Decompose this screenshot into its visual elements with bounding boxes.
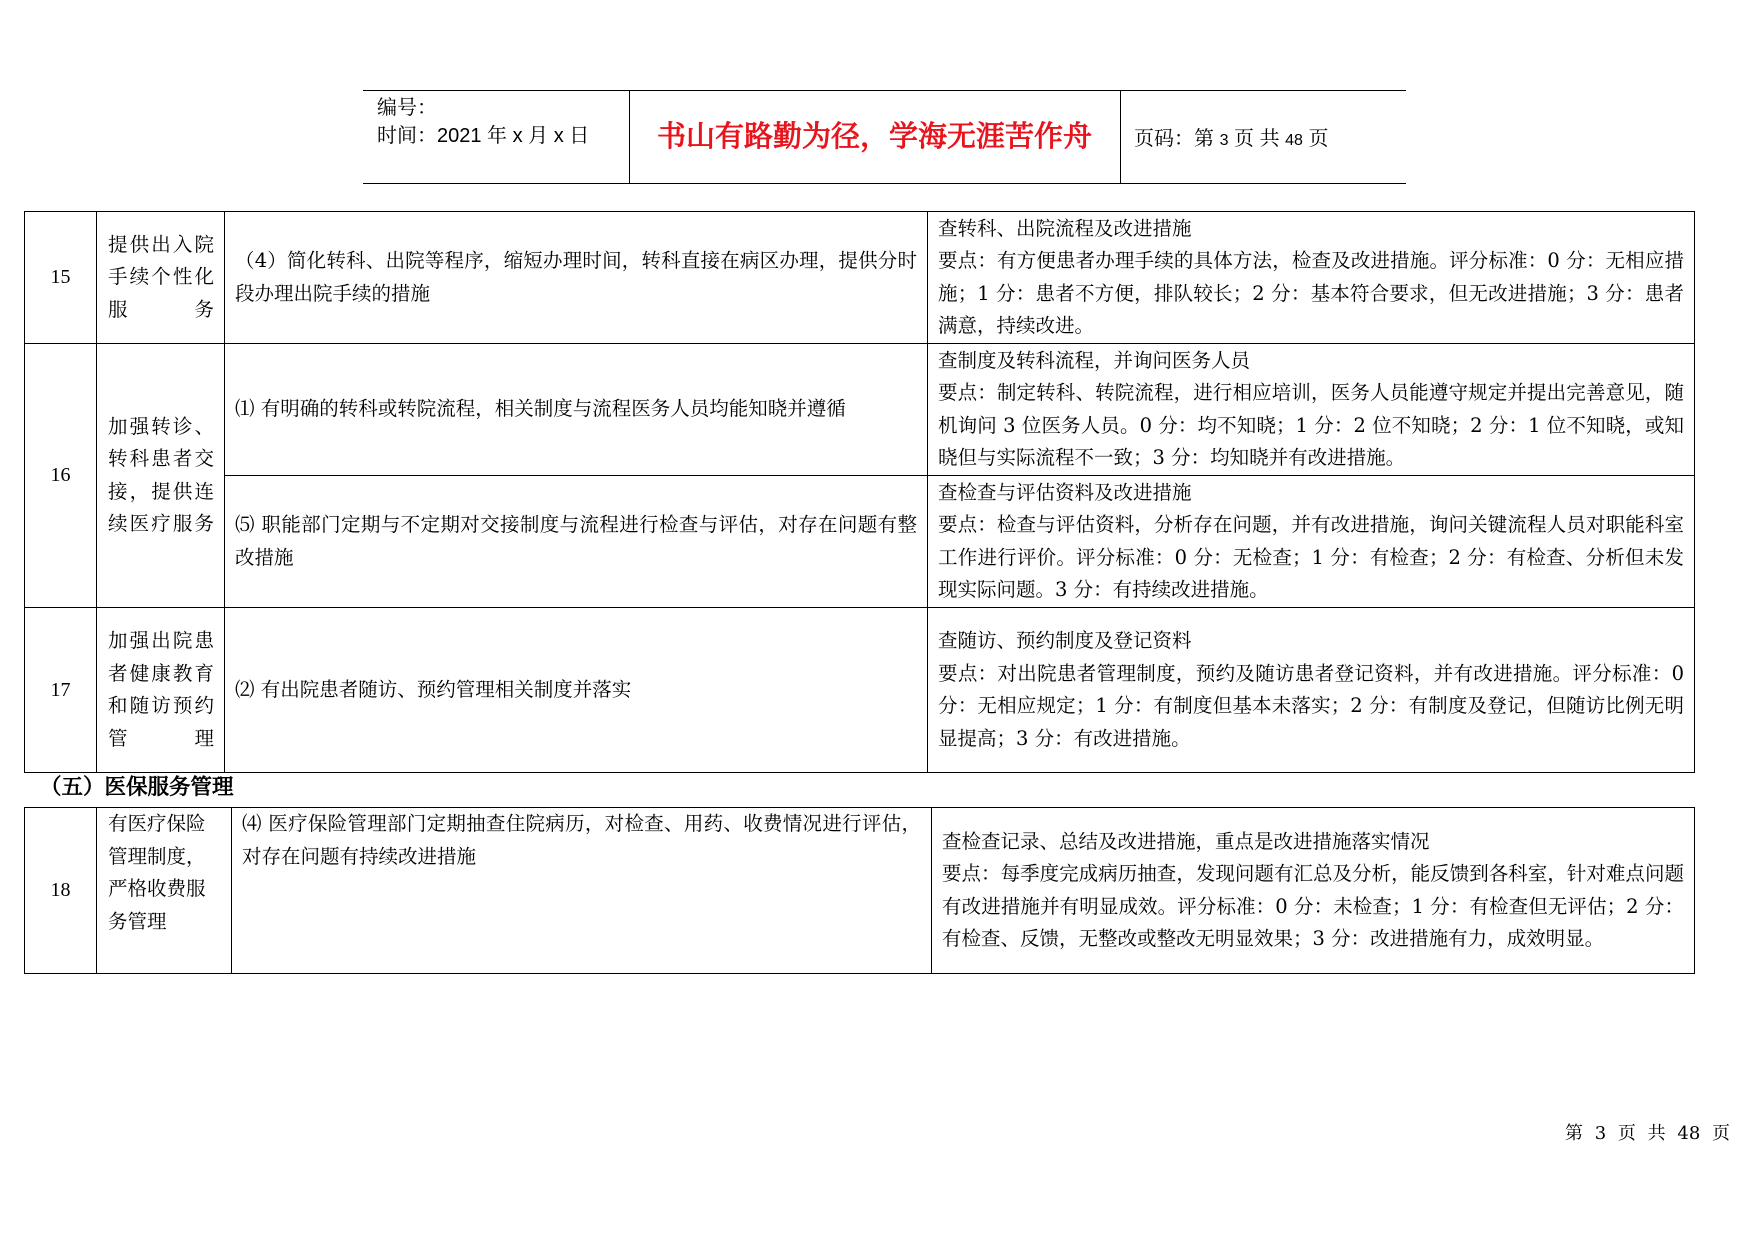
row-standard: ⑷ 医疗保险管理部门定期抽查住院病历，对检查、用药、收费情况进行评估，对存在问题有持续改进措施: [232, 808, 932, 974]
table-row: [25, 808, 1695, 974]
table-row: [25, 476, 1695, 608]
method-detail: 要点：制定转科、转院流程，进行相应培训，医务人员能遵守规定并提出完善意见，随机询问 3 位医务人员。0 分：均不知晓；1 分：2 位不知晓；2 分：1 位不知晓，或知晓但与实际流程不一致；3 分：均知晓并有改进措施。: [938, 381, 1684, 469]
header-number-label: 编号：: [377, 97, 437, 119]
header-meta: [377, 94, 589, 150]
row-standard: ⑸ 职能部门定期与不定期对交接制度与流程进行检查与评估，对存在问题有整改措施: [225, 476, 928, 608]
row-standard: （4）简化转科、出院等程序，缩短办理时间，转科直接在病区办理，提供分时段办理出院手续的措施: [225, 212, 928, 344]
table-row: [25, 212, 1695, 344]
assessment-table-2: [24, 807, 1695, 974]
header-page-current: 3: [1219, 132, 1229, 149]
row-method: [928, 212, 1695, 344]
method-title: 查检查记录、总结及改进措施，重点是改进措施落实情况: [942, 829, 1430, 853]
row-number: 15: [25, 212, 97, 344]
row-method: [928, 344, 1695, 476]
row-item: 加强出院患者健康教育和随访预约管理: [97, 608, 225, 773]
method-title: 查检查与评估资料及改进措施: [938, 480, 1192, 504]
table-row: [25, 608, 1695, 773]
header-page-mid: 页 共: [1234, 128, 1280, 150]
row-number: 18: [25, 808, 97, 974]
row-method: [932, 808, 1695, 974]
header-page-label: 页码：第: [1134, 128, 1214, 150]
row-item: 提供出入院手续个性化服务: [97, 212, 225, 344]
header-divider-2: [1120, 90, 1121, 183]
section-title: （五）医保服务管理: [40, 775, 234, 800]
method-title: 查制度及转科流程，并询问医务人员: [938, 348, 1251, 372]
method-detail: 要点：有方便患者办理手续的具体方法，检查及改进措施。评分标准：0 分：无相应措施；1 分：患者不方便，排队较长；2 分：基本符合要求，但无改进措施；3 分：患者满意，持续改进。: [938, 249, 1684, 337]
header-motto: 书山有路勤为径，学海无涯苦作舟: [656, 119, 1092, 153]
header-page-info: [1134, 125, 1329, 155]
row-method: [928, 608, 1695, 773]
method-title: 查转科、出院流程及改进措施: [938, 216, 1192, 240]
row-item: 加强转诊、转科患者交接，提供连续医疗服务: [97, 344, 225, 608]
row-item: 有医疗保险管理制度，严格收费服务管理: [97, 808, 232, 974]
header-bottom-rule: [363, 183, 1406, 184]
row-number: 16: [25, 344, 97, 608]
row-standard: ⑴ 有明确的转科或转院流程，相关制度与流程医务人员均能知晓并遵循: [225, 344, 928, 476]
assessment-table-1: [24, 211, 1695, 773]
header-time: 时间：2021 年 x 月 x 日: [377, 125, 590, 147]
header-page-end: 页: [1308, 128, 1329, 150]
row-method: [928, 476, 1695, 608]
method-title: 查随访、预约制度及登记资料: [938, 629, 1192, 652]
page-footer: 第 3 页 共 48 页: [1565, 1123, 1730, 1144]
method-detail: 要点：对出院患者管理制度，预约及随访患者登记资料，并有改进措施。评分标准：0 分：无相应规定；1 分：有制度但基本未落实；2 分：有制度及登记，但随访比例无明显提高；3 分：有改进措施。: [938, 661, 1684, 750]
row-standard: ⑵ 有出院患者随访、预约管理相关制度并落实: [225, 608, 928, 773]
table-row: [25, 344, 1695, 476]
header-top-rule: [363, 90, 1406, 91]
method-detail: 要点：检查与评估资料，分析存在问题，并有改进措施，询问关键流程人员对职能科室工作进行评价。评分标准：0 分：无检查；1 分：有检查；2 分：有检查、分析但未发现实际问题。3 分：有持续改进措施。: [938, 513, 1684, 601]
method-detail: 要点：每季度完成病历抽查，发现问题有汇总及分析，能反馈到各科室，针对难点问题有改进措施并有明显成效。评分标准：0 分：未检查；1 分：有检查但无评估；2 分：有检查、反馈，无整改或整改无明显效果；3 分：改进措施有力，成效明显。: [942, 862, 1684, 950]
header-page-total: 48: [1285, 132, 1303, 149]
row-number: 17: [25, 608, 97, 773]
